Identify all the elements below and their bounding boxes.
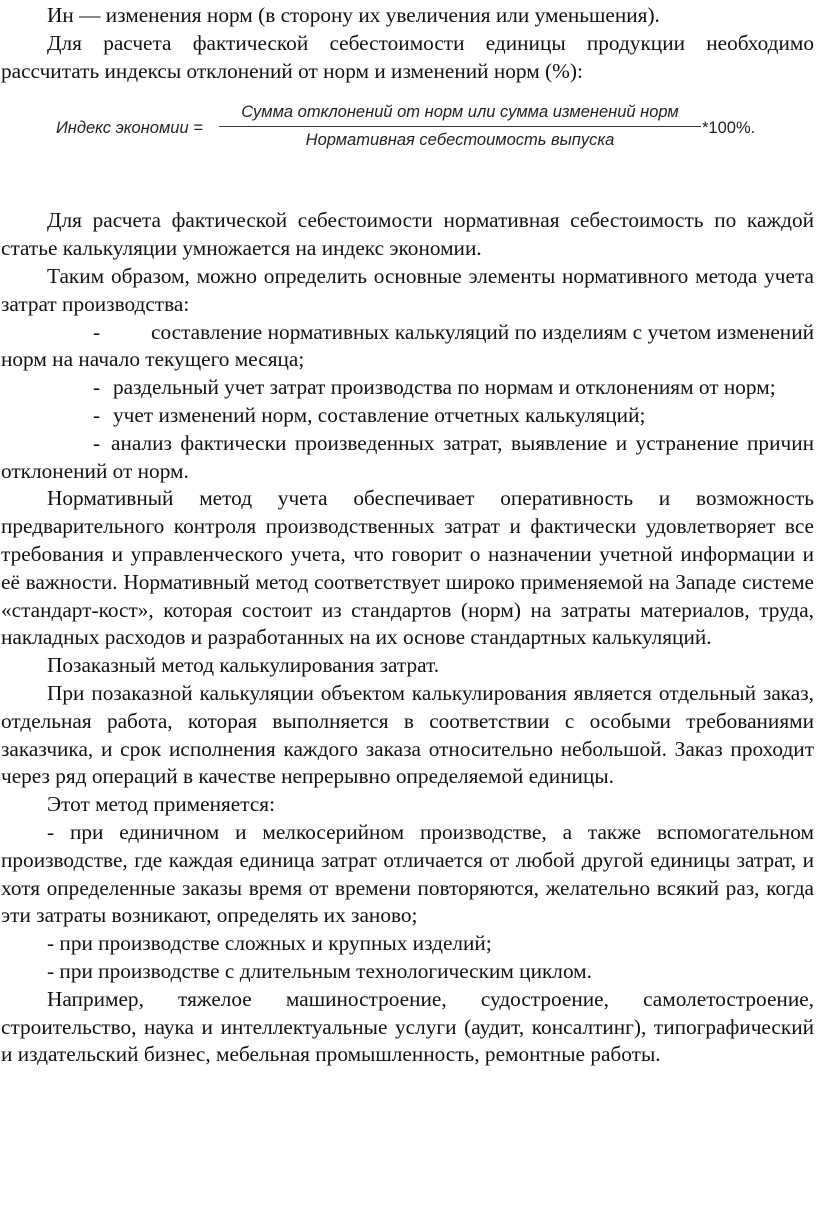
paragraph-examples: Например, тяжелое машиностроение, судостроение, самолетостроение, строительство, наука и интеллектуальные услуги (аудит, консалтинг), типографический и издательский бизнес, мебельная промышленность, ремонтные работы. [1,986,814,1067]
paragraph-index-intro: Для расчета фактической себестоимости единицы продукции необходимо рассчитать индексы отклонений от норм и изменений норм (%): [1,30,814,83]
list-dash: - [93,319,101,344]
formula-fraction-bar [219,126,701,127]
economy-index-formula [1,85,814,207]
list-dash: - [93,430,101,455]
paragraph-elements-intro: Таким образом, можно определить основные элементы нормативного метода учета затрат производства: [1,263,814,316]
formula-rhs: *100%. [702,119,756,138]
paragraph-normative-method: Нормативный метод учета обеспечивает оперативность и возможность предварительного контроля производственных затрат и фактически удовлетворяет все требования и управленческого учета, что говорит о назначении учетной информации и её важности. Нормативный метод соответствует широко применяемой на Западе системе «стандарт-кост», которая состоит из стандартов (норм) на затраты материалов, труда, накладных расходов и разработанных на их основе стандартных калькуляций. [1,486,814,650]
list-item [1,319,814,375]
paragraph-job-order-costing: При позаказной калькуляции объектом калькулирования является отдельный заказ, отдельная работа, которая выполняется в соответствии с особыми требованиями заказчика, и срок исполнения каждого заказа относительно небольшой. Заказ проходит через ряд операций в качестве непрерывно определяемой единицы. [1,680,814,789]
formula-numerator: Сумма отклонений от норм или сумма изменений норм [241,103,679,122]
paragraph-in-definition: Ин — изменения норм (в сторону их увеличения или уменьшения). [47,3,660,27]
formula-fraction [219,102,701,150]
paragraph-application-long-cycle: - при производстве с длительным технологическим циклом. [47,958,592,983]
section-heading-job-order: Позаказный метод калькулирования затрат. [47,653,440,678]
formula-lhs: Индекс экономии = [56,119,203,138]
list-item [1,430,814,486]
list-dash: - [93,402,101,427]
list-item-text: учет изменений норм, составление отчетных калькуляций; [113,402,646,427]
list-item [1,374,814,402]
list-item [1,402,814,430]
paragraph-application-single: - при единичном и мелкосерийном производстве, а также вспомогательном производстве, где каждая единица затрат отличается от любой другой единицы затрат, и хотя определенные заказы время от времени повторяются, желательно всякий раз, когда эти затраты возникают, определять их заново; [1,819,814,928]
paragraph-application-complex: - при производстве сложных и крупных изделий; [47,931,492,956]
paragraph-method-applied: Этот метод применяется: [47,792,275,817]
list-dash: - [93,375,101,400]
list-item-text: составление нормативных калькуляций по изделиям с учетом изменений норм на начало текущего месяца; [1,319,814,372]
formula-denominator: Нормативная себестоимость выпуска [305,131,615,150]
list-item-text: раздельный учет затрат производства по нормам и отклонениям от норм; [113,375,776,400]
list-item-text: анализ фактически произведенных затрат, выявление и устранение причин отклонений от норм. [1,430,814,483]
paragraph-actual-cost: Для расчета фактической себестоимости нормативная себестоимость по каждой статье калькуляции умножается на индекс экономии. [1,208,814,261]
